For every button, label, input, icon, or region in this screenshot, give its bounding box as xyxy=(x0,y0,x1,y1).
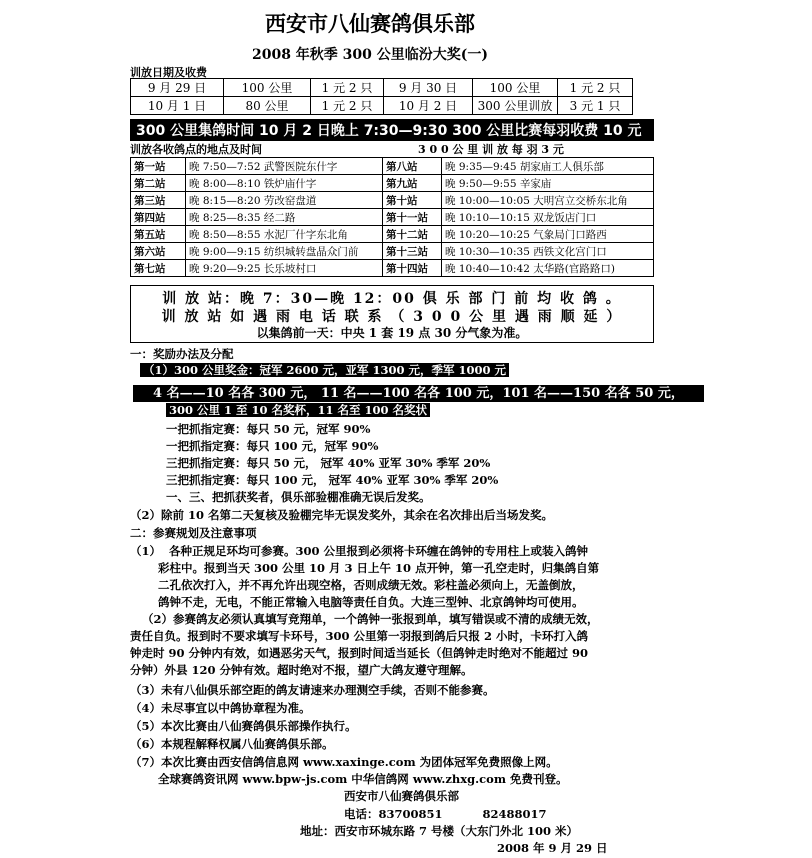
table-row xyxy=(131,97,633,115)
table-row xyxy=(131,79,633,97)
designated-race: 三把抓指定赛：每只 100 元， 冠军 40% 亚军 30% 季军 20% xyxy=(166,473,499,487)
notice-line: 训 放 站 如 遇 雨 电 话 联 系 （ 3 0 0 公 里 遇 雨 顺 延 ） xyxy=(161,309,623,325)
rule-line: 鸽钟不走，无电，不能正常输入电脑等责任自负。大连三型钟、北京鸽钟均可使用。 xyxy=(130,595,584,609)
table-cell: 100 公里 xyxy=(473,79,558,97)
table-cell: 第一站 xyxy=(131,158,186,175)
rule-line: 钟走时 90 分钟内有效，如遇恶劣天气，报到时间适当延长（但鸽钟走时绝对不能超过 90 xyxy=(130,646,589,660)
table-cell: 第四站 xyxy=(131,209,186,226)
table-row xyxy=(131,192,654,209)
table-cell: 第十一站 xyxy=(383,209,442,226)
rule-line: 分钟）外县 120 分钟有效。超时绝对不报，望广大鸽友遵守理解。 xyxy=(130,663,473,677)
table-cell: 10 月 1 日 xyxy=(131,97,224,115)
prize-line: 300 公里 1 至 10 名奖杯，11 名至 100 名奖状 xyxy=(166,403,430,417)
table-cell: 第六站 xyxy=(131,243,186,260)
designated-note: 一、三、把抓获奖者，俱乐部验棚准确无误后发奖。 xyxy=(166,490,431,504)
table-cell: 晚 10:30—10:35 西铁文化宫门口 xyxy=(442,243,654,260)
schedule-heading: 训放日期及收费 xyxy=(130,66,207,79)
notice-box xyxy=(130,285,654,343)
table-cell: 第十四站 xyxy=(383,260,442,277)
table-cell: 第十站 xyxy=(383,192,442,209)
table-row xyxy=(131,158,654,175)
rule-line: （4）未尽事宜以中鸽协章程为准。 xyxy=(130,701,311,715)
table-row xyxy=(131,243,654,260)
table-cell: 1 元 2 只 xyxy=(311,97,384,115)
table-cell: 晚 7:50—7:52 武警医院东什字 xyxy=(186,158,383,175)
section2-heading: 二：参赛规划及注意事项 xyxy=(130,526,257,540)
rule-line: （5）本次比赛由八仙赛鸽俱乐部操作执行。 xyxy=(130,719,357,733)
rule-line: （6）本规程解释权属八仙赛鸽俱乐部。 xyxy=(130,737,334,751)
page-title: 西安市八仙赛鸽俱乐部 xyxy=(265,11,475,36)
prize-line: 4 名——10 名各 300 元， 11 名——100 名各 100 元，101 名——150 名各 50 元， xyxy=(133,385,704,402)
table-cell: 晚 10:00—10:05 大明宫立交桥东北角 xyxy=(442,192,654,209)
table-cell: 第二站 xyxy=(131,175,186,192)
notice-line: 训 放 站：晚 7：30—晚 12：00 俱 乐 部 门 前 均 收 鸽 。 xyxy=(162,291,622,307)
rule-line: 二孔依次打入，并不再允许出现空格，否则成绩无效。彩柱盖必须向上，无盖倒放， xyxy=(130,578,584,592)
table-cell: 晚 9:00—9:15 纺织城转盘晶众门前 xyxy=(186,243,383,260)
rule-line: 全球赛鸽资讯网 www.bpw-js.com 中华信鸽网 www.zhxg.com 免费刊登。 xyxy=(130,772,568,786)
table-cell: 第九站 xyxy=(383,175,442,192)
table-cell: 晚 8:50—8:55 水泥厂什字东北角 xyxy=(186,226,383,243)
table-cell: 80 公里 xyxy=(224,97,311,115)
rule-line: （2）参赛鸽友必须认真填写竞翔单，一个鸽钟一张报到单，填写错误或不清的成绩无效， xyxy=(130,612,599,626)
table-cell: 第八站 xyxy=(383,158,442,175)
footer-phone: 电话：83700851 82488017 xyxy=(344,807,547,821)
table-cell: 晚 10:20—10:25 气象局门口路西 xyxy=(442,226,654,243)
footer-org: 西安市八仙赛鸽俱乐部 xyxy=(344,789,459,803)
rule-line: （1） 各种正规足环均可参赛。300 公里报到必须将卡环缠在鸽钟的专用柱上或装入鸽钟 xyxy=(130,544,589,558)
table-cell: 1 元 2 只 xyxy=(311,79,384,97)
table-row xyxy=(131,175,654,192)
stations-heading: 训放各收鸽点的地点及时间 xyxy=(130,143,262,156)
table-cell: 3 元 1 只 xyxy=(558,97,633,115)
table-cell: 晚 8:00—8:10 铁炉庙什字 xyxy=(186,175,383,192)
table-cell: 第十三站 xyxy=(383,243,442,260)
section1-heading: 一：奖励办法及分配 xyxy=(130,347,234,361)
table-cell: 第十二站 xyxy=(383,226,442,243)
designated-race: 三把抓指定赛：每只 50 元， 冠军 40% 亚军 30% 季军 20% xyxy=(166,456,491,470)
table-cell: 第五站 xyxy=(131,226,186,243)
rule-line: （7）本次比赛由西安信鸽信息网 www.xaxinge.com 为团体冠军免费照像上网。 xyxy=(130,755,558,769)
prize-line: （1）300 公里奖金：冠军 2600 元，亚军 1300 元，季军 1000 元 xyxy=(140,363,509,377)
rule-line: （3）未有八仙俱乐部空距的鸽友请速来办理测空手续，否则不能参赛。 xyxy=(130,683,495,697)
table-row xyxy=(131,260,654,277)
table-cell: 晚 10:40—10:42 太华路(官路路口) xyxy=(442,260,654,277)
table-cell: 晚 10:10—10:15 双龙饭店门口 xyxy=(442,209,654,226)
stations-table xyxy=(130,157,654,277)
table-cell: 晚 8:25—8:35 经二路 xyxy=(186,209,383,226)
table-cell: 300 公里训放 xyxy=(473,97,558,115)
table-cell: 第三站 xyxy=(131,192,186,209)
table-cell: 第七站 xyxy=(131,260,186,277)
stations-fee: 3 0 0 公 里 训 放 每 羽 3 元 xyxy=(418,143,564,156)
rule-line: 彩柱中。报到当天 300 公里 10 月 3 日上午 10 点开钟，第一孔空走时，归集鸽自第 xyxy=(130,561,600,575)
schedule-table xyxy=(130,78,633,115)
designated-race: 一把抓指定赛：每只 100 元，冠军 90% xyxy=(166,439,379,453)
page-subtitle: 2008 年秋季 300 公里临汾大奖(一) xyxy=(251,47,489,63)
table-cell: 10 月 2 日 xyxy=(384,97,473,115)
table-cell: 9 月 30 日 xyxy=(384,79,473,97)
collection-time-bar: 300 公里集鸽时间 10 月 2 日晚上 7:30—9:30 300 公里比赛每羽收费 10 元 xyxy=(130,119,654,141)
rule-item: （2）除前 10 名第二天复核及验棚完毕无误发奖外，其余在名次排出后当场发奖。 xyxy=(130,508,554,522)
table-cell: 晚 9:20—9:25 长乐坡村口 xyxy=(186,260,383,277)
designated-race: 一把抓指定赛：每只 50 元，冠军 90% xyxy=(166,422,371,436)
footer-date: 2008 年 9 月 29 日 xyxy=(497,841,608,855)
table-cell: 晚 9:50—9:55 辛家庙 xyxy=(442,175,654,192)
table-row xyxy=(131,226,654,243)
table-cell: 100 公里 xyxy=(224,79,311,97)
rule-line: 责任自负。报到时不要求填写卡环号，300 公里第一羽报到鸽后只报 2 小时，卡环打入鸽 xyxy=(130,629,589,643)
table-row xyxy=(131,209,654,226)
table-cell: 晚 9:35—9:45 胡家庙工人俱乐部 xyxy=(442,158,654,175)
footer-address: 地址：西安市环城东路 7 号楼（大东门外北 100 米） xyxy=(300,824,579,838)
table-cell: 9 月 29 日 xyxy=(131,79,224,97)
notice-line: 以集鸽前一天：中央 1 套 19 点 30 分气象为准。 xyxy=(256,326,528,340)
table-cell: 1 元 2 只 xyxy=(558,79,633,97)
table-cell: 晚 8:15—8:20 劳改窑盘道 xyxy=(186,192,383,209)
